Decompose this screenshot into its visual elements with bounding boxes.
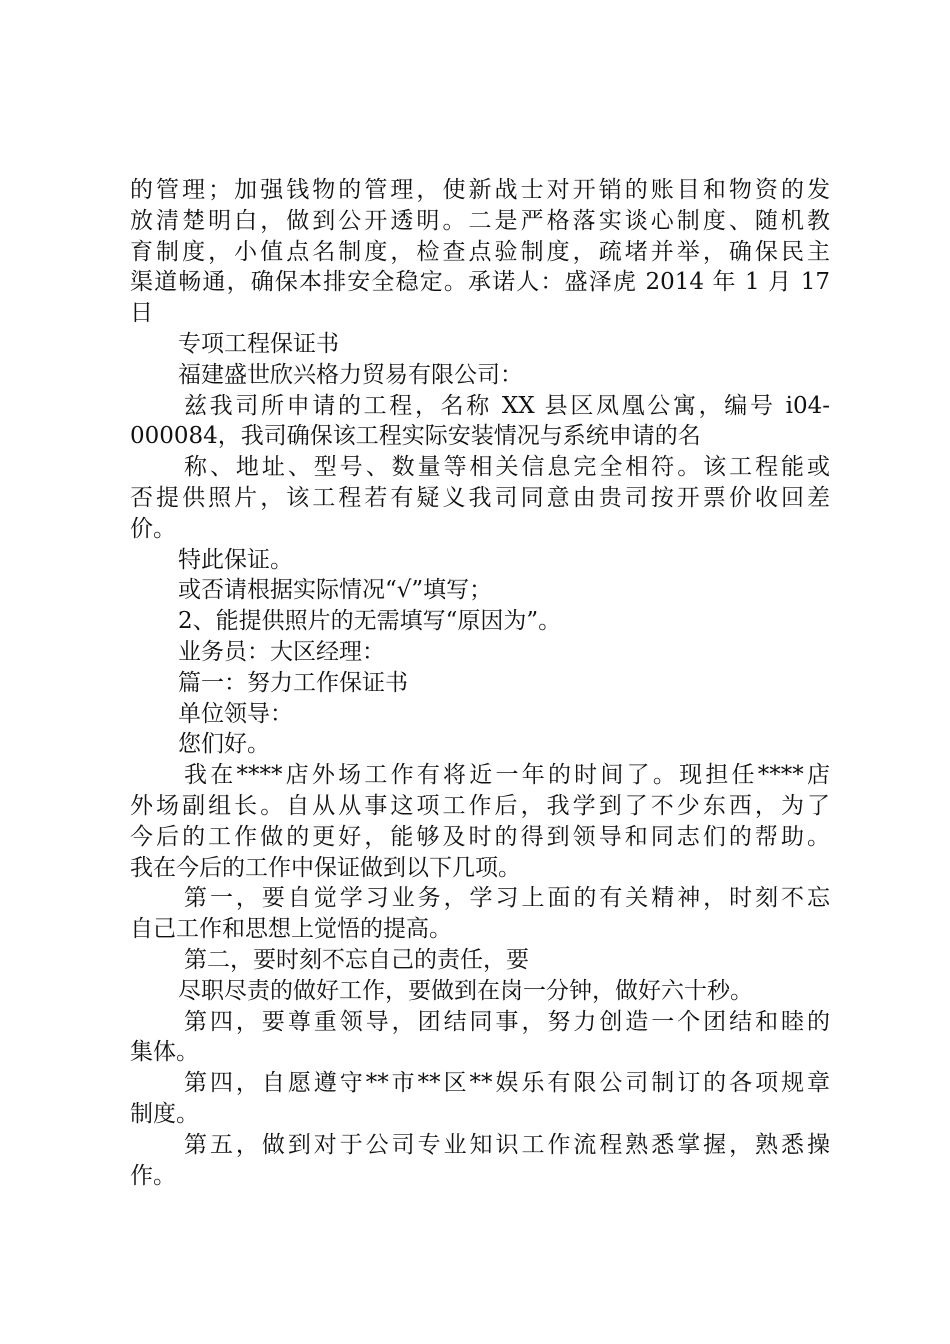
text-line: 第二，要时刻不忘自己的责任，要 [184,946,529,973]
text-line: 兹我司所申请的工程，名称 XX 县区凤凰公寓，编号 i04- [184,392,830,419]
text-line: 000084，我司确保该工程实际安装情况与系统申请的名 [130,423,701,450]
text-line: 第一，要自觉学习业务，学习上面的有关精神，时刻不忘 [184,885,830,912]
greeting: 您们好。 [178,731,270,758]
text-line: 我在****店外场工作有将近一年的时间了。现担任****店 [184,762,830,789]
text-line: 第五，做到对于公司专业知识工作流程熟悉掌握，熟悉操 [184,1131,830,1158]
text-line: 尽职尽责的做好工作，要做到在岗一分钟，做好六十秒。 [178,977,753,1004]
addressee: 单位领导： [178,700,293,727]
section-title: 篇一：努力工作保证书 [178,669,408,696]
text-line: 集体。 [130,1039,199,1066]
text-line: 渠道畅通，确保本排安全稳定。承诺人：盛泽虎 2014 年 1 月 17 [130,269,830,296]
text-line: 日 [130,300,153,327]
text-line: 作。 [130,1162,176,1189]
text-line: 称、地址、型号、数量等相关信息完全相符。该工程能或 [184,454,830,481]
document-body [130,175,830,1191]
text-line: 否提供照片，该工程若有疑义我司同意由贵司按开票价收回差 [130,484,830,511]
text-line: 2、能提供照片的无需填写“原因为”。 [178,608,562,635]
text-line: 价。 [130,515,176,542]
text-line: 特此保证。 [178,546,293,573]
text-line: 育制度，小值点名制度，检查点验制度，疏堵并举，确保民主 [130,238,830,265]
text-line: 第四，要尊重领导，团结同事，努力创造一个团结和睦的 [184,1008,830,1035]
addressee: 福建盛世欣兴格力贸易有限公司： [178,361,523,388]
text-line: 或否请根据实际情况“√”填写； [178,577,493,604]
text-line: 放清楚明白，做到公开透明。二是严格落实谈心制度、随机教 [130,207,830,234]
text-line: 今后的工作做的更好，能够及时的得到领导和同志们的帮助。 [130,823,830,850]
text-line: 的管理；加强钱物的管理，使新战士对开销的账目和物资的发 [130,177,830,203]
section-title: 专项工程保证书 [178,330,339,357]
text-line: 我在今后的工作中保证做到以下几项。 [130,854,521,881]
text-line: 制度。 [130,1100,199,1127]
text-line: 第四，自愿遵守**市**区**娱乐有限公司制订的各项规章 [184,1070,830,1097]
text-line: 自己工作和思想上觉悟的提高。 [130,916,452,943]
signature-line: 业务员：大区经理： [178,638,385,665]
text-line: 外场副组长。自从从事这项工作后，我学到了不少东西，为了 [130,792,830,819]
